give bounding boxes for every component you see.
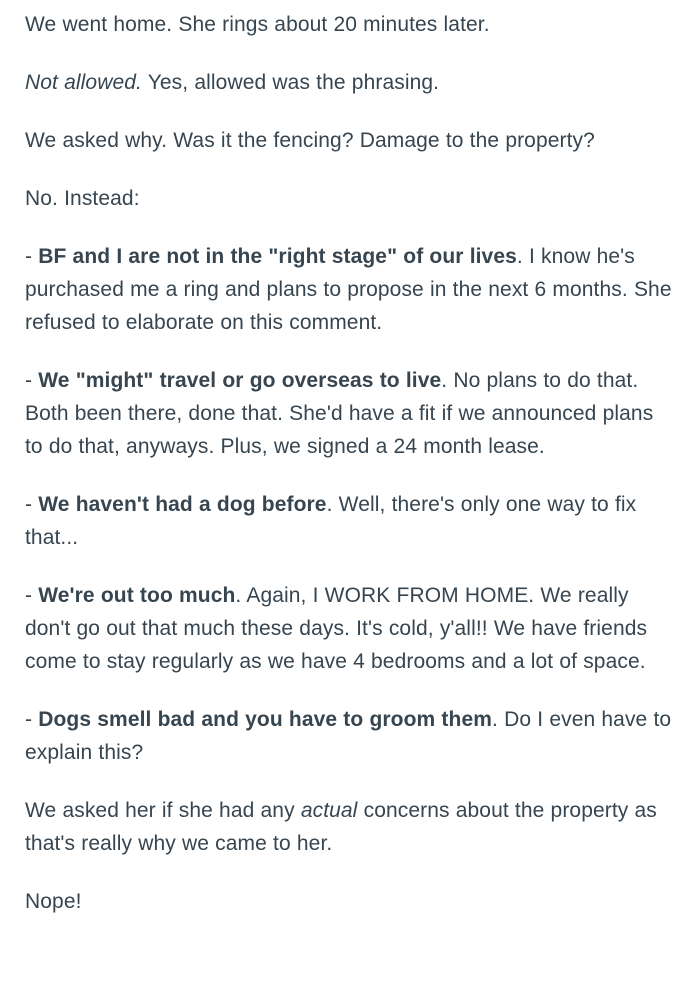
paragraph-10-before: We asked her if she had any [25, 799, 301, 822]
bullet-item-1-rest: . I know he's purchased me a ring and plans to propose in the next 6 months. She refused to elaborate on this comment. [25, 245, 672, 334]
bullet-marker: - [25, 584, 39, 607]
paragraph-1 [25, 8, 675, 41]
paragraph-1-text: We went home. She rings about 20 minutes later. [25, 13, 490, 36]
paragraph-11 [25, 885, 675, 918]
bullet-item-1-bold-lead: BF and I are not in the "right stage" of our lives [38, 245, 517, 268]
paragraph-4 [25, 182, 675, 215]
bullet-marker: - [25, 369, 39, 392]
bullet-item-5-bold-lead: Dogs smell bad and you have to groom them [38, 708, 492, 731]
bullet-item-5-rest: . Do I even have to explain this? [25, 708, 672, 764]
bullet-marker: - [25, 708, 39, 731]
bullet-item-3-bold-lead: We haven't had a dog before [38, 493, 327, 516]
paragraph-4-text: No. Instead: [25, 187, 140, 210]
bullet-item-2-bold-lead: We "might" travel or go overseas to live [38, 369, 442, 392]
paragraph-2 [25, 66, 675, 99]
paragraph-10-italic-word: actual [300, 799, 358, 822]
bullet-item-3-rest: . Well, there's only one way to fix that... [25, 493, 637, 549]
bullet-marker: - [25, 245, 39, 268]
paragraph-3-text: We asked why. Was it the fencing? Damage to the property? [25, 129, 595, 152]
bullet-item-4-bold-lead: We're out too much [38, 584, 236, 607]
bullet-item-3 [25, 488, 675, 554]
bullet-item-5 [25, 703, 675, 769]
bullet-item-2 [25, 364, 675, 463]
paragraph-11-text: Nope! [25, 890, 82, 913]
paragraph-3 [25, 124, 675, 157]
paragraph-2-rest: Yes, allowed was the phrasing. [141, 71, 440, 94]
paragraph-2-italic-lead: Not allowed. [25, 71, 142, 94]
bullet-item-4 [25, 579, 675, 678]
bullet-item-1 [25, 240, 675, 339]
paragraph-10 [25, 794, 675, 860]
bullet-item-2-rest: . No plans to do that. Both been there, done that. She'd have a fit if we announced plans to do that, anyways. Plus, we signed a 24 month lease. [25, 369, 654, 458]
bullet-marker: - [25, 493, 39, 516]
paragraph-10-after: concerns about the property as that's really why we came to her. [25, 799, 657, 855]
bullet-item-4-rest: . Again, I WORK FROM HOME. We really don't go out that much these days. It's cold, y'all!! We have friends come to stay regularly as we have 4 bedrooms and a lot of space. [25, 584, 648, 673]
